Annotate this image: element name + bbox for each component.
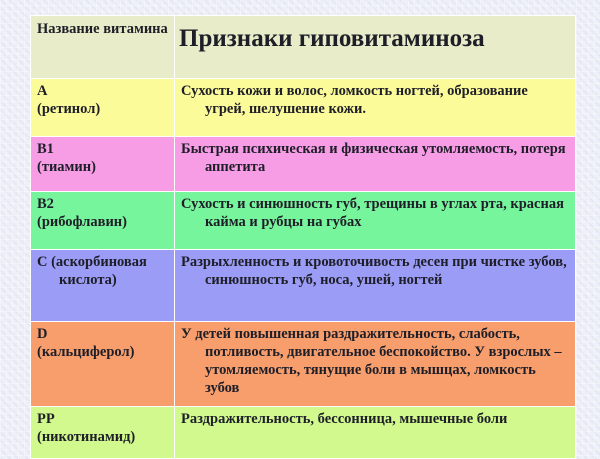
table-row bbox=[31, 250, 576, 322]
deficiency-signs-cell bbox=[175, 79, 576, 137]
vitamin-name-cell bbox=[31, 250, 175, 322]
table-row bbox=[31, 192, 576, 250]
vitamin-name: D bbox=[37, 326, 48, 342]
deficiency-signs: Сухость и синюшность губ, трещины в углах рта, красная кайма и рубцы на губах bbox=[181, 196, 564, 230]
table-row bbox=[31, 137, 576, 192]
deficiency-signs-cell bbox=[175, 407, 576, 459]
vitamin-name: В2 bbox=[37, 196, 54, 212]
vitamin-name-cell bbox=[31, 322, 175, 407]
table-header-row bbox=[31, 16, 576, 79]
deficiency-signs-cell bbox=[175, 192, 576, 250]
vitamin-chemical-name: (никотинамид) bbox=[37, 429, 136, 445]
deficiency-signs-cell bbox=[175, 137, 576, 192]
vitamin-name-cell bbox=[31, 137, 175, 192]
header-vitamin-name: Название витамина bbox=[31, 16, 175, 79]
table-row bbox=[31, 322, 576, 407]
deficiency-signs-cell bbox=[175, 322, 576, 407]
vitamin-chemical-name: (ретинол) bbox=[37, 101, 101, 117]
vitamin-name: С (аскорбиновая bbox=[37, 254, 147, 270]
vitamin-name: В1 bbox=[37, 141, 54, 157]
deficiency-signs: Сухость кожи и волос, ломкость ногтей, образование угрей, шелушение кожи. bbox=[181, 83, 528, 117]
vitamin-name-cell bbox=[31, 192, 175, 250]
vitamin-name-cell bbox=[31, 407, 175, 459]
deficiency-signs: Разрыхленность и кровоточивость десен при чистке зубов, синюшность губ, носа, ушей, ногтей bbox=[181, 254, 567, 288]
deficiency-signs-cell bbox=[175, 250, 576, 322]
vitamin-name: А bbox=[37, 83, 48, 99]
vitamin-name-cell bbox=[31, 79, 175, 137]
vitamin-table bbox=[30, 15, 576, 459]
vitamin-chemical-name: (тиамин) bbox=[37, 159, 96, 175]
vitamin-chemical-name: (рибофлавин) bbox=[37, 214, 127, 230]
deficiency-signs: Раздражительность, бессонница, мышечные боли bbox=[181, 411, 508, 427]
table-row bbox=[31, 79, 576, 137]
table-row bbox=[31, 407, 576, 459]
header-signs: Признаки гиповитаминоза bbox=[175, 16, 576, 79]
deficiency-signs: У детей повышенная раздражительность, слабость, потливость, двигательное беспокойство. У взрослых – утомляемость, тянущие боли в мышцах, ломкость зубов bbox=[181, 326, 562, 396]
deficiency-signs: Быстрая психическая и физическая утомляемость, потеря аппетита bbox=[181, 141, 566, 175]
vitamin-chemical-name: кислота) bbox=[59, 272, 117, 288]
vitamin-chemical-name: (кальциферол) bbox=[37, 344, 135, 360]
vitamin-name: РР bbox=[37, 411, 55, 427]
